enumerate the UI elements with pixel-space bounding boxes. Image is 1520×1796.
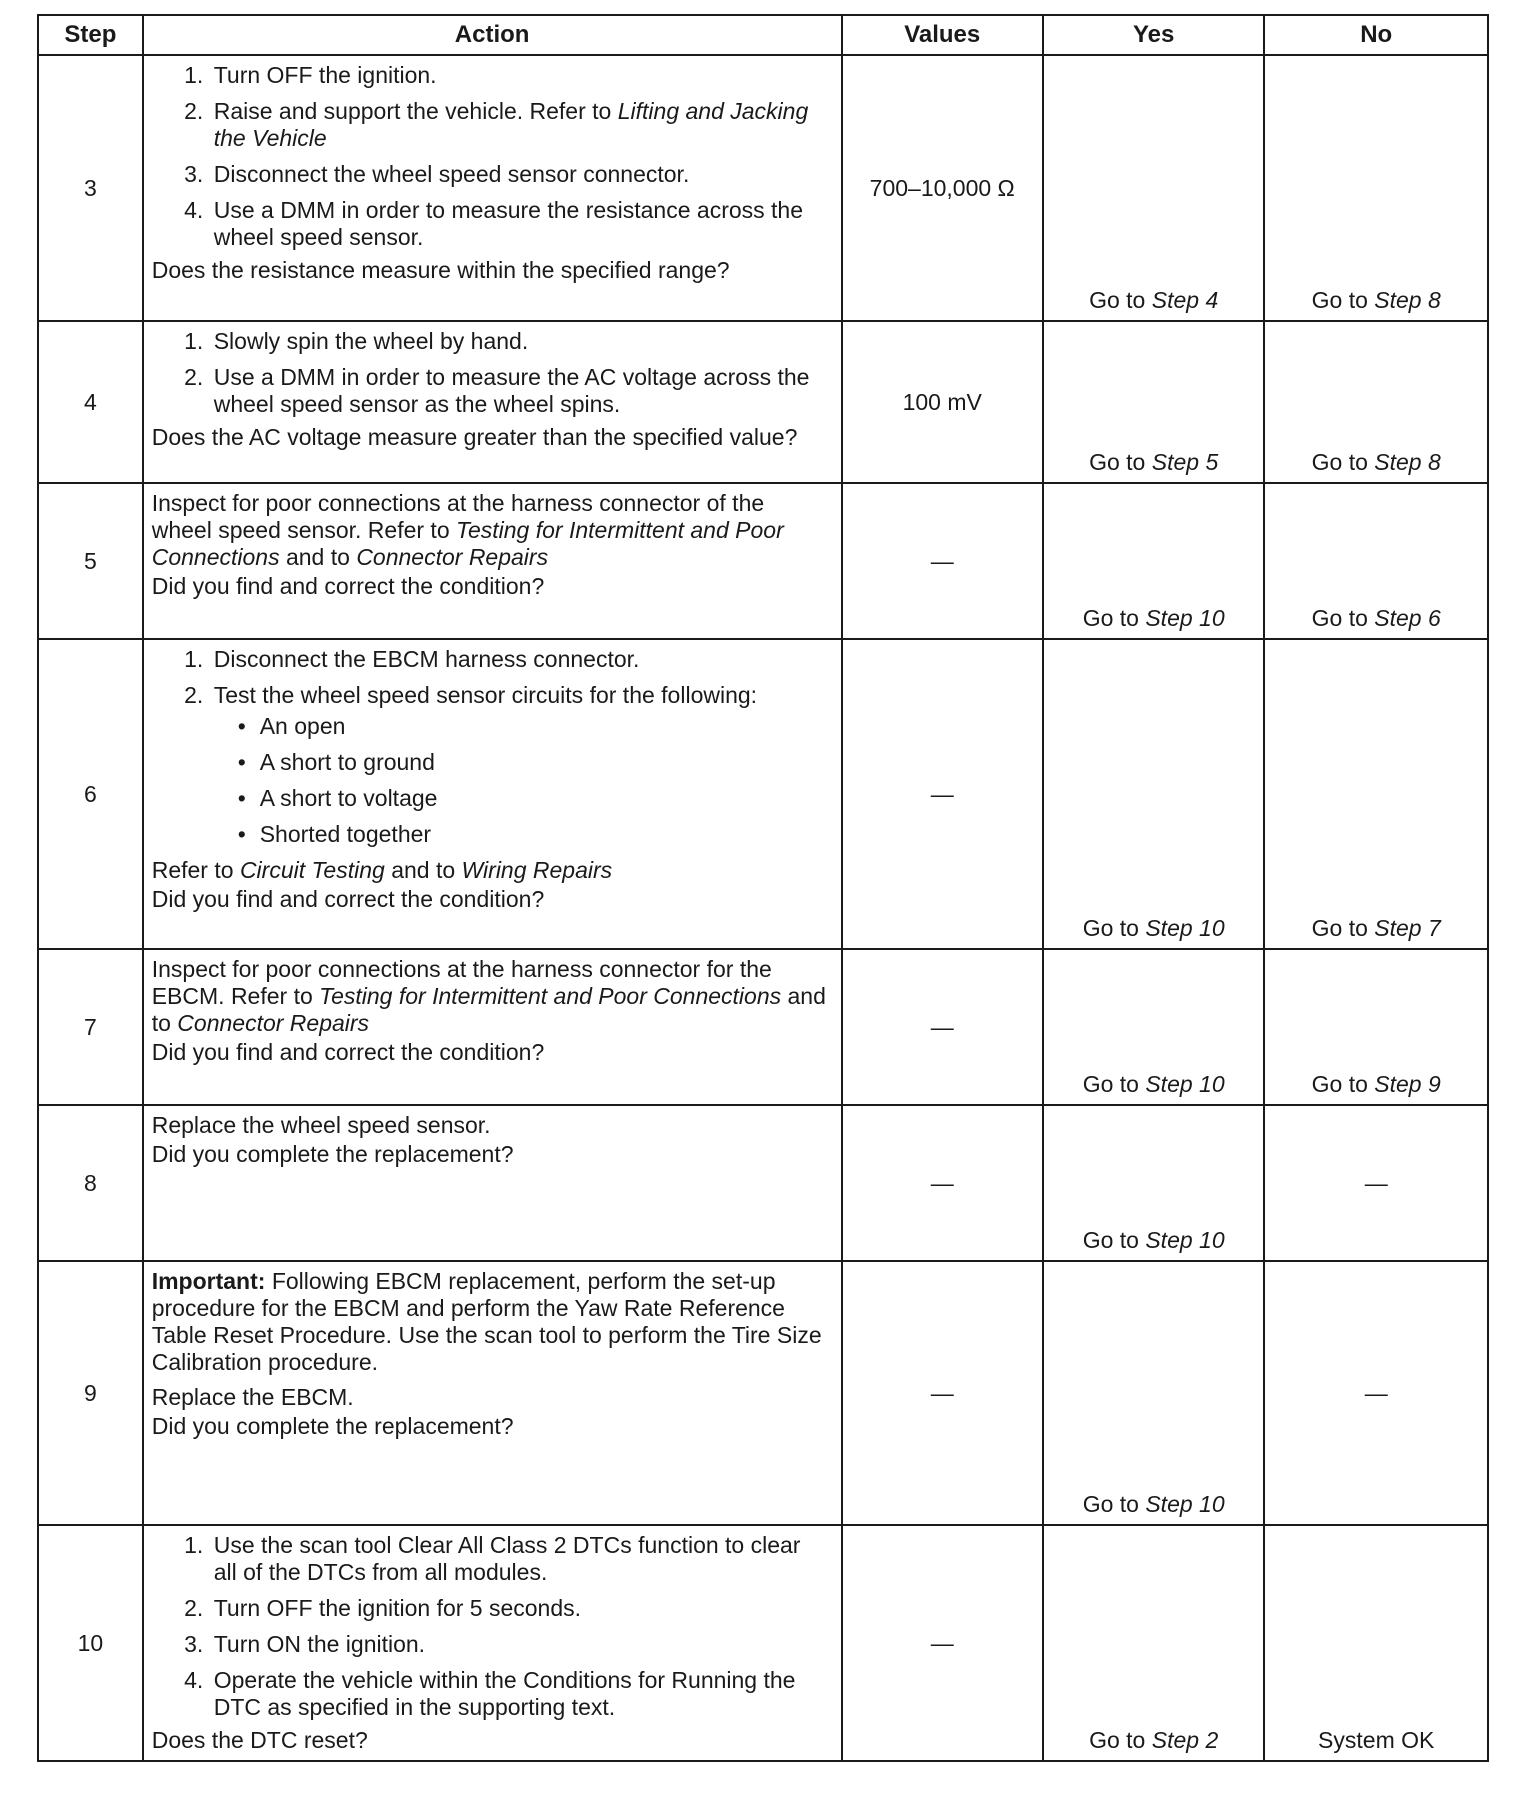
step-reference: Step 6 [1374, 605, 1441, 631]
values-cell: — [842, 949, 1043, 1105]
reference-link: Connector Repairs [177, 1010, 370, 1036]
header-no: No [1264, 15, 1488, 55]
step-reference: Step 9 [1374, 1071, 1441, 1097]
yes-cell: Go to Step 4 [1043, 55, 1265, 321]
action-steps [152, 62, 827, 255]
step-number: 4 [38, 321, 143, 483]
no-cell: Go to Step 6 [1264, 483, 1488, 639]
yes-cell: Go to Step 10 [1043, 1261, 1265, 1525]
step-number: 7 [38, 949, 143, 1105]
reference-link: Testing for Intermittent and Poor Connections [151, 517, 784, 570]
values-cell: 100 mV [842, 321, 1043, 483]
action-text: Inspect for poor connections at the harness connector for the EBCM. Refer to Testing for Intermittent and Poor Connections and to Connector Repairs [151, 956, 826, 1036]
yes-cell: Go to Step 10 [1043, 639, 1265, 949]
no-cell: Go to Step 8 [1264, 321, 1488, 483]
table-row-step-7 [38, 949, 1488, 1105]
no-cell: — [1264, 1261, 1488, 1525]
diagnostic-table [37, 14, 1489, 1762]
yes-cell: Go to Step 5 [1043, 321, 1265, 483]
table-row-step-4 [38, 321, 1488, 483]
action-question: Did you find and correct the condition? [151, 1039, 545, 1065]
header-row [38, 15, 1488, 55]
action-question: Does the DTC reset? [151, 1727, 368, 1753]
action-cell [143, 483, 842, 639]
bullet-item: • An open [260, 713, 827, 740]
values-cell: — [842, 639, 1043, 949]
action-question: Does the resistance measure within the specified range? [151, 257, 730, 283]
yes-cell: Go to Step 10 [1043, 1105, 1265, 1261]
step-reference: Step 8 [1374, 449, 1441, 475]
important-note: Important: Following EBCM replacement, perform the set-up procedure for the EBCM and perform the Yaw Rate Reference Table Reset Procedure. Use the scan tool to perform the Tire Size Calibration procedure. [151, 1268, 822, 1375]
step-number: 3 [38, 55, 143, 321]
action-step: 3. Disconnect the wheel speed sensor connector. [210, 161, 827, 188]
action-step: 2. Turn OFF the ignition for 5 seconds. [210, 1595, 827, 1622]
action-step: 1. Turn OFF the ignition. [210, 62, 827, 89]
step-number: 9 [38, 1261, 143, 1525]
action-text: Inspect for poor connections at the harness connector of the wheel speed sensor. Refer to Testing for Intermittent and Poor Connections and to Connector Repairs [151, 490, 784, 570]
step-number: 5 [38, 483, 143, 639]
values-cell: — [842, 483, 1043, 639]
no-cell: — [1264, 1105, 1488, 1261]
action-cell [143, 1261, 842, 1525]
yes-cell: Go to Step 2 [1043, 1525, 1265, 1761]
step-reference: Step 10 [1145, 1491, 1225, 1517]
step-reference: Step 10 [1145, 915, 1225, 941]
yes-cell: Go to Step 10 [1043, 949, 1265, 1105]
header-step: Step [38, 15, 143, 55]
table-row-step-5 [38, 483, 1488, 639]
action-step: 4. Operate the vehicle within the Conditions for Running the DTC as specified in the supporting text. [210, 1667, 827, 1721]
action-step: 2. Use a DMM in order to measure the AC voltage across the wheel speed sensor as the wheel spins. [210, 364, 827, 418]
bullet-item: • A short to ground [260, 749, 827, 776]
action-text: Replace the EBCM. [151, 1384, 354, 1410]
step-reference: Step 8 [1374, 287, 1441, 313]
values-cell: — [842, 1261, 1043, 1525]
action-cell [143, 639, 842, 949]
action-cell [143, 1105, 842, 1261]
header-action: Action [143, 15, 842, 55]
step-reference: Step 10 [1145, 605, 1225, 631]
no-cell: System OK [1264, 1525, 1488, 1761]
action-question: Did you find and correct the condition? [151, 886, 545, 912]
action-question: Did you complete the replacement? [151, 1413, 514, 1439]
header-values: Values [842, 15, 1043, 55]
bullet-list [214, 713, 827, 848]
step-reference: Step 2 [1151, 1727, 1219, 1753]
important-label: Important: [151, 1268, 266, 1294]
action-steps [152, 646, 827, 848]
diagnostic-sheet [37, 14, 1489, 1762]
no-cell: Go to Step 7 [1264, 639, 1488, 949]
table-row-step-8 [38, 1105, 1488, 1261]
action-step: 1. Disconnect the EBCM harness connector. [210, 646, 827, 673]
reference-link: Testing for Intermittent and Poor Connections [319, 983, 782, 1009]
step-reference: Step 5 [1151, 449, 1219, 475]
reference-link: Circuit Testing [239, 857, 385, 883]
values-cell: — [842, 1105, 1043, 1261]
table-row-step-10 [38, 1525, 1488, 1761]
values-cell: 700–10,000 Ω [842, 55, 1043, 321]
action-step: 1. Use the scan tool Clear All Class 2 DTCs function to clear all of the DTCs from all modules. [210, 1532, 827, 1586]
values-cell: — [842, 1525, 1043, 1761]
reference-link: Lifting and Jacking the Vehicle [213, 98, 809, 151]
action-question: Did you find and correct the condition? [151, 573, 545, 599]
step-number: 10 [38, 1525, 143, 1761]
reference-link: Wiring Repairs [461, 857, 613, 883]
action-cell [143, 949, 842, 1105]
action-question: Did you complete the replacement? [151, 1141, 514, 1167]
action-question: Does the AC voltage measure greater than the specified value? [151, 424, 798, 450]
step-reference: Step 10 [1145, 1227, 1225, 1253]
step-number: 8 [38, 1105, 143, 1261]
table-row-step-6 [38, 639, 1488, 949]
action-cell [143, 321, 842, 483]
action-step: 4. Use a DMM in order to measure the resistance across the wheel speed sensor. [210, 197, 827, 251]
action-step: 2. Test the wheel speed sensor circuits for the following: • An open • A short to ground • A short to voltage • Shorted together [210, 682, 827, 848]
action-text: Replace the wheel speed sensor. [151, 1112, 491, 1138]
bullet-item: • Shorted together [260, 821, 827, 848]
no-cell: Go to Step 9 [1264, 949, 1488, 1105]
bullet-item: • A short to voltage [260, 785, 827, 812]
step-number: 6 [38, 639, 143, 949]
table-row-step-3 [38, 55, 1488, 321]
yes-cell: Go to Step 10 [1043, 483, 1265, 639]
action-cell [143, 55, 842, 321]
action-text: Refer to Circuit Testing and to Wiring Repairs [151, 857, 613, 883]
action-step: 3. Turn ON the ignition. [210, 1631, 827, 1658]
step-reference: Step 7 [1374, 915, 1441, 941]
reference-link: Connector Repairs [356, 544, 549, 570]
step-reference: Step 4 [1151, 287, 1219, 313]
action-steps [152, 328, 827, 422]
header-yes: Yes [1043, 15, 1265, 55]
no-cell: Go to Step 8 [1264, 55, 1488, 321]
step-reference: Step 10 [1145, 1071, 1225, 1097]
action-step: 2. Raise and support the vehicle. Refer to Lifting and Jacking the Vehicle [210, 98, 827, 152]
action-cell [143, 1525, 842, 1761]
action-step: 1. Slowly spin the wheel by hand. [210, 328, 827, 355]
table-row-step-9 [38, 1261, 1488, 1525]
action-steps [152, 1532, 827, 1725]
